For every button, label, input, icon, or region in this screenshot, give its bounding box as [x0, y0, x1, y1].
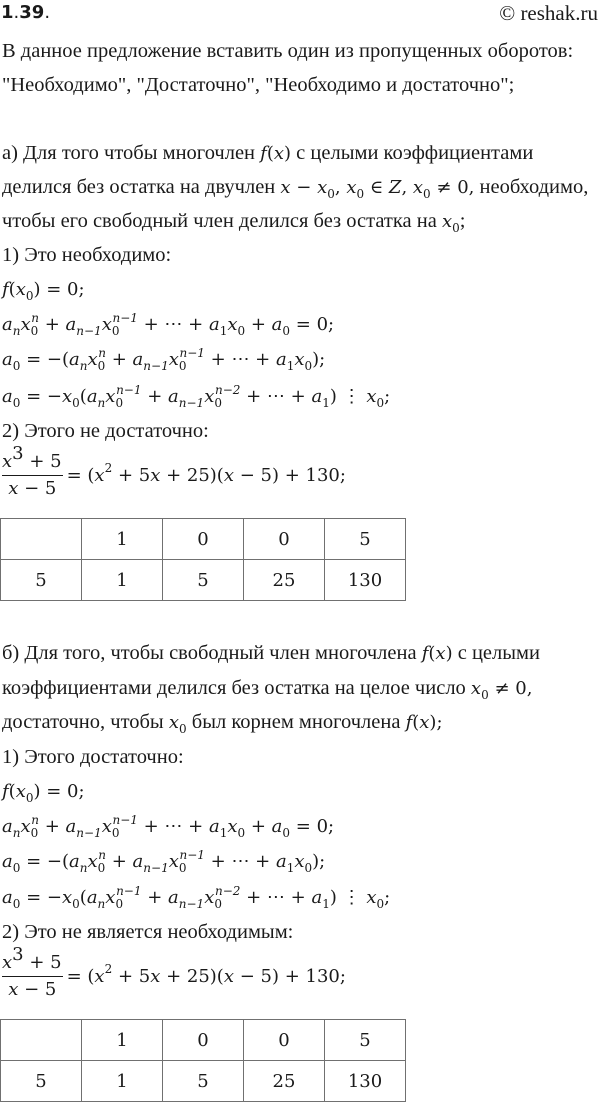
part-b-statement-line-1: б) Для того, чтобы свободный член многочлена f(x) с целыми: [2, 642, 540, 664]
part-b-statement-line-2: коэффициентами делился без остатка на целое число $x_0 \ne 0$,: [2, 677, 533, 702]
table-cell: 5: [1, 1061, 82, 1102]
problem-number: 1.39.: [1, 2, 51, 23]
table-cell: 130: [325, 1061, 406, 1102]
table-cell: 0: [244, 519, 325, 560]
watermark: © reshak.ru: [499, 1, 598, 25]
part-b-a0-formula-2: $a_0 = -x_0(a_nx_0^{n-1} + a_{n-1}x_0^{n-2}$ + ⋯ + $a_1$) ⋮ $x_0$;: [2, 884, 391, 911]
intro-line-1: В данное предложение вставить один из пропущенных оборотов:: [2, 40, 574, 62]
part-a-step-2-label: 2) Этого не достаточно:: [2, 420, 209, 442]
table-cell: 25: [244, 1061, 325, 1102]
horner-table-a: [0, 518, 406, 601]
part-a-statement-line-2: делился без остатка на двучлен $x - x_0$, $x_0$ ∈ Z, $x_0 \ne 0$, необходимо,: [2, 176, 589, 201]
part-a-step-1-label: 1) Это необходимо:: [2, 244, 172, 266]
part-b-statement-line-3: достаточно, чтобы $x_0$ был корнем многочлена f(x);: [2, 711, 443, 736]
table-cell: 1: [82, 560, 163, 601]
table-cell: 5: [163, 560, 244, 601]
table-cell: 1: [82, 1020, 163, 1061]
table-row: [1, 560, 406, 601]
part-a-fx0-formula: $f(x_0) = 0$;: [2, 279, 85, 303]
table-cell: 0: [163, 1020, 244, 1061]
horner-table-b: [0, 1019, 406, 1102]
fraction: $\frac{x^3 + 5}{x - 5}$: [2, 443, 62, 499]
table-cell: 0: [163, 519, 244, 560]
part-b-a0-formula-1: $a_0 = -(a_nx_0^n + a_{n-1}x_0^{n-1}$ + ⋯ + $a_1x_0$);: [2, 848, 326, 875]
math-fx: f: [260, 143, 267, 164]
table-cell: 1: [82, 519, 163, 560]
table-cell: 5: [1, 560, 82, 601]
table-row: [1, 519, 406, 560]
table-cell: 25: [244, 560, 325, 601]
table-cell: 0: [244, 1020, 325, 1061]
part-b-step-2-label: 2) Это не является необходимым:: [2, 921, 294, 943]
part-b-division-formula: $\frac{x^3 + 5}{x - 5}$ = $(x^2 + 5x + 25)(x - 5) + 130$;: [2, 944, 346, 1000]
table-cell: 5: [325, 1020, 406, 1061]
table-cell: [1, 519, 82, 560]
part-a-statement-line-3: чтобы его свободный член делился без остатка на $x_0$;: [2, 210, 466, 235]
fraction: $\frac{x^3 + 5}{x - 5}$: [2, 944, 62, 1000]
part-b-step-1-label: 1) Этого достаточно:: [2, 746, 184, 768]
part-b-fx0-formula: $f(x_0) = 0$;: [2, 781, 85, 805]
part-a-a0-formula-2: $a_0 = -x_0(a_nx_0^{n-1} + a_{n-1}x_0^{n-2}$ + ⋯ + $a_1$) ⋮ $x_0$;: [2, 383, 391, 410]
table-cell: 5: [325, 519, 406, 560]
math-binomial: x: [280, 177, 291, 198]
part-a-poly-formula: $a_nx_0^n + a_{n-1}x_0^{n-1}$ + ⋯ + $a_1x_0 + a_0 = 0$;: [2, 311, 335, 338]
part-b-poly-formula: $a_nx_0^n + a_{n-1}x_0^{n-1}$ + ⋯ + $a_1x_0 + a_0 = 0$;: [2, 813, 335, 840]
part-a-statement-line-1: а) Для того чтобы многочлен f(x) с целыми коэффициентами: [2, 142, 534, 164]
part-a-division-formula: $\frac{x^3 + 5}{x - 5}$ = $(x^2 + 5x + 25)(x - 5) + 130$;: [2, 443, 346, 499]
table-row: [1, 1020, 406, 1061]
table-row: [1, 1061, 406, 1102]
intro-line-2: "Необходимо", "Достаточно", "Необходимо и достаточно";: [2, 74, 515, 96]
table-cell: 130: [325, 560, 406, 601]
table-cell: [1, 1020, 82, 1061]
table-cell: 5: [163, 1061, 244, 1102]
part-a-a0-formula-1: $a_0 = -(a_nx_0^n + a_{n-1}x_0^{n-1}$ + ⋯ + $a_1x_0$);: [2, 346, 326, 373]
table-cell: 1: [82, 1061, 163, 1102]
